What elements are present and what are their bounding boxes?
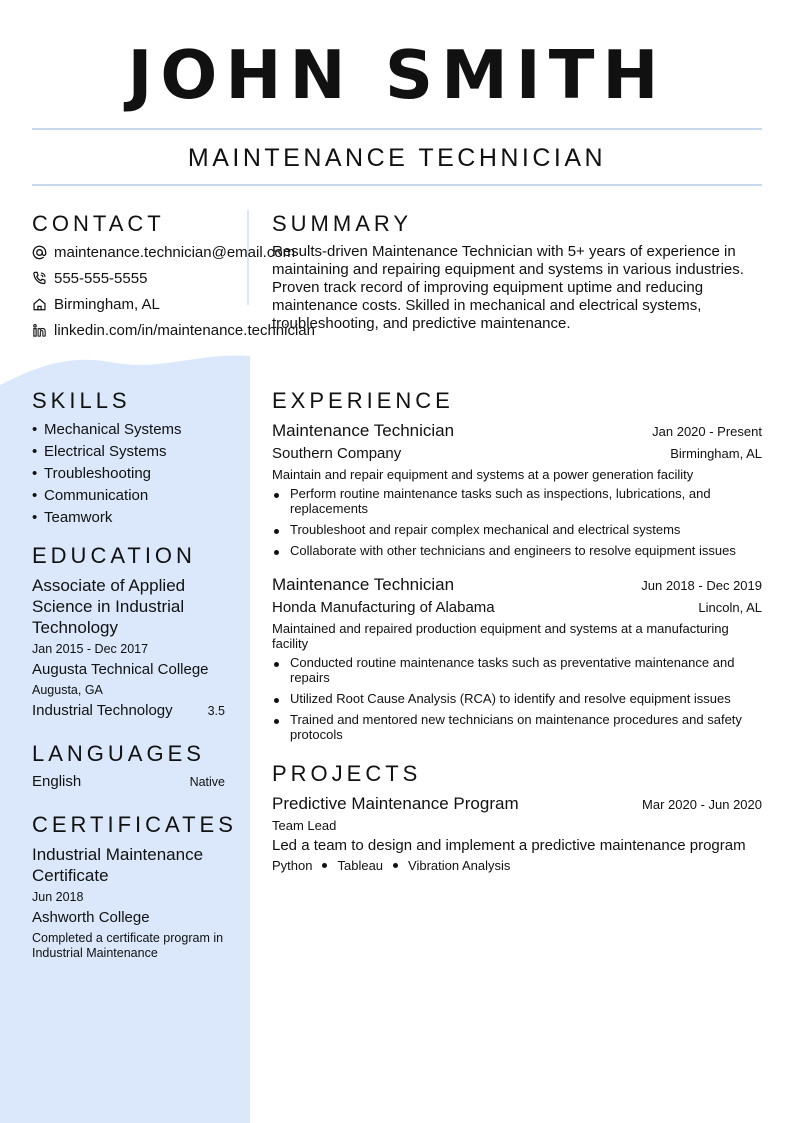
skills-list <box>32 419 242 529</box>
list-item: Trained and mentored new technicians on maintenance procedures and safety protocols <box>272 712 742 742</box>
job-1-dates: Jan 2020 - Present <box>652 424 762 439</box>
job-2-bullets <box>272 655 742 748</box>
education-field: Industrial Technology <box>32 702 173 719</box>
linkedin-text: linkedin.com/in/maintenance.technician <box>54 321 315 339</box>
list-item: Perform routine maintenance tasks such as inspections, lubrications, and replacements <box>272 486 742 516</box>
job-1-header <box>272 421 762 441</box>
email-text: maintenance.technician@email.com <box>54 243 296 261</box>
skill-item: • Electrical Systems <box>32 443 167 460</box>
tool-tag: Vibration Analysis <box>408 858 511 873</box>
job-1-company-row <box>272 445 762 462</box>
list-item: Collaborate with other technicians and engineers to resolve equipment issues <box>272 543 742 558</box>
contact-phone[interactable] <box>32 268 147 288</box>
education-school: Augusta Technical College <box>32 661 209 678</box>
tool-tag: Tableau <box>337 858 384 873</box>
certificate-description: Completed a certificate program in Industrial Maintenance <box>32 931 224 960</box>
job-title: MAINTENANCE TECHNICIAN <box>187 144 607 172</box>
skill-item: • Communication <box>32 487 149 504</box>
job-2-company: Honda Manufacturing of Alabama <box>272 599 495 616</box>
education-heading: EDUCATION <box>32 543 196 568</box>
skill-item: • Teamwork <box>32 509 113 526</box>
job-2-dates: Jun 2018 - Dec 2019 <box>641 578 762 593</box>
education-gpa: 3.5 <box>207 704 225 718</box>
phone-text: 555-555-5555 <box>54 269 148 287</box>
job-2-company-row <box>272 599 762 616</box>
list-item: Conducted routine maintenance tasks such as preventative maintenance and repairs <box>272 655 742 685</box>
job-1-bullets <box>272 486 742 564</box>
tag-separator <box>393 863 398 868</box>
project-description: Led a team to design and implement a predictive maintenance program <box>272 837 746 854</box>
project-header <box>272 794 762 814</box>
header-rule-top <box>32 128 762 130</box>
phone-icon <box>32 271 47 286</box>
education-location: Augusta, GA <box>32 683 103 697</box>
home-icon <box>32 297 47 312</box>
tool-tag: Python <box>272 858 313 873</box>
project-tools <box>272 858 510 873</box>
skill-item: • Troubleshooting <box>32 465 152 482</box>
education-dates: Jan 2015 - Dec 2017 <box>32 642 149 656</box>
education-field-row <box>32 701 225 721</box>
projects-heading: PROJECTS <box>272 761 422 786</box>
header-rule-bottom <box>32 184 762 186</box>
certificate-name: Industrial Maintenance Certificate <box>32 845 204 885</box>
job-1-description: Maintain and repair equipment and systems at a power generation facility <box>272 467 694 482</box>
project-dates: Mar 2020 - Jun 2020 <box>642 797 762 812</box>
summary-heading: SUMMARY <box>272 211 413 236</box>
job-1-role: Maintenance Technician <box>272 421 455 440</box>
contact-email[interactable] <box>32 242 295 262</box>
language-level: Native <box>189 775 225 789</box>
languages-heading: LANGUAGES <box>32 741 205 766</box>
skill-item: • Mechanical Systems <box>32 421 182 438</box>
certificate-issuer: Ashworth College <box>32 909 150 926</box>
contact-heading: CONTACT <box>32 211 165 236</box>
job-2-description: Maintained and repaired production equipment and systems at a manufacturing facility <box>272 621 729 651</box>
certificate-date: Jun 2018 <box>32 890 84 904</box>
summary-text: Results-driven Maintenance Technician with 5+ years of experience in maintaining and repairing equipment and systems in various industries. Proven track record of improving equipment uptime and reducing maintenance costs. Skilled in mechanical and electrical systems, troubleshooting, and predictive maintenance. <box>272 243 744 332</box>
skills-heading: SKILLS <box>32 388 131 413</box>
project-name: Predictive Maintenance Program <box>272 794 519 813</box>
job-1-location: Birmingham, AL <box>670 446 762 461</box>
job-2-role: Maintenance Technician <box>272 575 455 594</box>
language-row <box>32 772 225 792</box>
tag-separator <box>322 863 327 868</box>
contact-location <box>32 294 160 314</box>
job-2-header <box>272 575 762 595</box>
certificates-heading: CERTIFICATES <box>32 812 237 837</box>
candidate-name: JOHN SMITH <box>127 36 667 114</box>
job-2-location: Lincoln, AL <box>698 600 762 615</box>
at-sign-icon <box>32 245 47 260</box>
linkedin-icon <box>32 323 47 338</box>
language-name: English <box>32 773 82 790</box>
location-text: Birmingham, AL <box>54 295 160 313</box>
education-degree: Associate of Applied Science in Industrial Technology <box>32 576 186 637</box>
project-role: Team Lead <box>272 818 337 833</box>
list-item: Troubleshoot and repair complex mechanical and electrical systems <box>272 522 742 537</box>
list-item: Utilized Root Cause Analysis (RCA) to identify and resolve equipment issues <box>272 691 742 706</box>
job-1-company: Southern Company <box>272 445 402 462</box>
experience-heading: EXPERIENCE <box>272 388 454 413</box>
